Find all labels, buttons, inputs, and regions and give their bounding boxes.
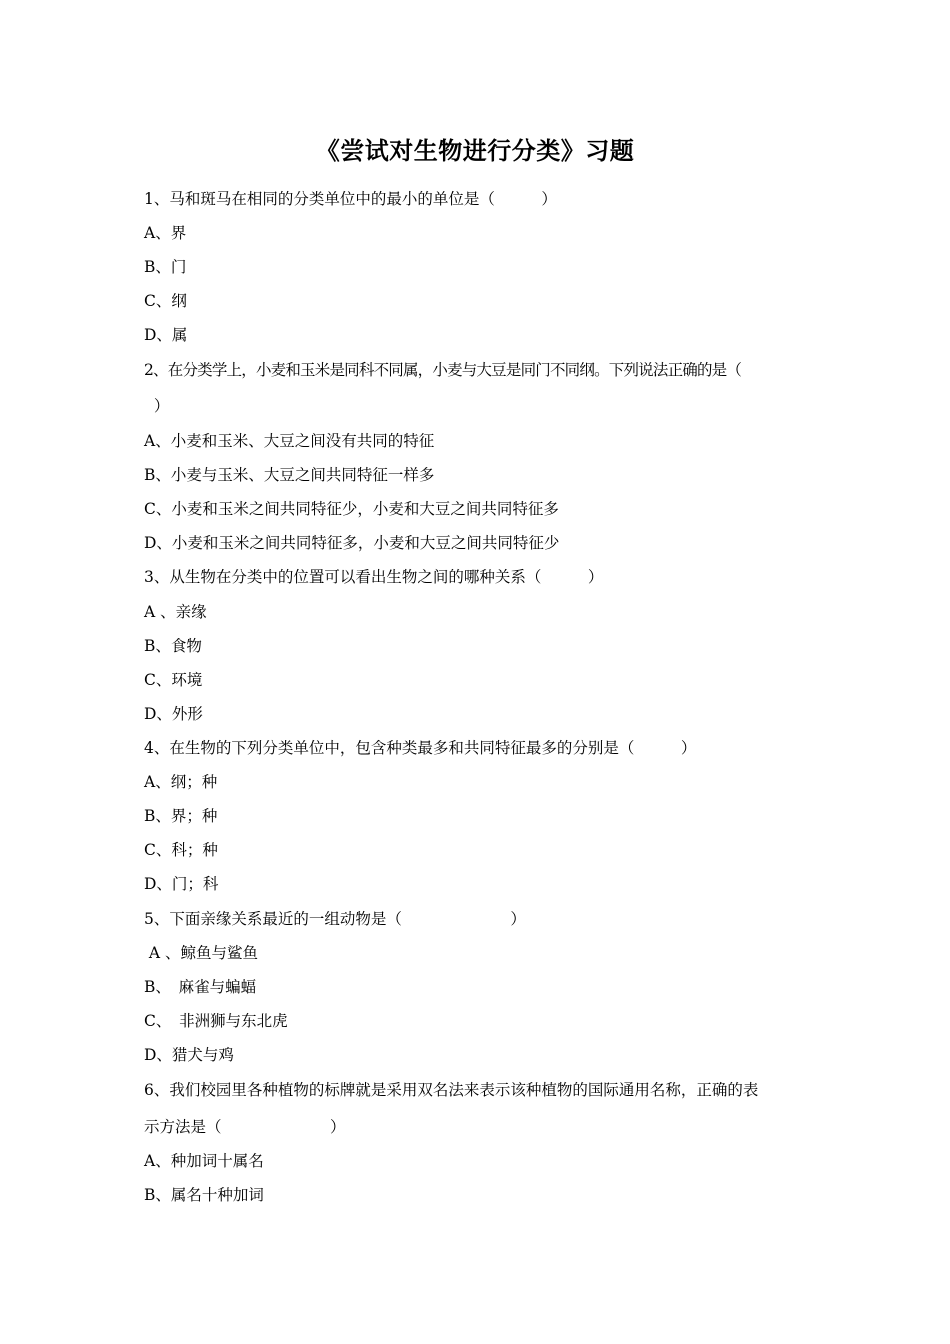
question-4-option-c: C、科；种 (144, 841, 218, 859)
question-3-option-b: B、食物 (144, 637, 202, 655)
question-2-stem-continued: ） (144, 397, 170, 415)
question-1-stem: 1、马和斑马在相同的分类单位中的最小的单位是（ ） (144, 190, 557, 208)
question-1-option-a: A、界 (144, 224, 187, 242)
question-6-option-b: B、属名十种加词 (144, 1186, 264, 1204)
question-3-option-d: D、外形 (144, 705, 203, 723)
question-3-option-a: A 、亲缘 (144, 603, 207, 621)
question-4-option-b: B、界；种 (144, 807, 218, 825)
question-5-option-b: B、 麻雀与蝙蝠 (144, 978, 257, 996)
question-2-option-c: C、小麦和玉米之间共同特征少，小麦和大豆之间共同特征多 (144, 500, 559, 518)
question-3-stem: 3、从生物在分类中的位置可以看出生物之间的哪种关系（ ） (144, 568, 604, 586)
question-1-option-b: B、门 (144, 258, 187, 276)
question-3-option-c: C、环境 (144, 671, 203, 689)
question-4-option-a: A、纲；种 (144, 773, 218, 791)
question-6-stem: 6、我们校园里各种植物的标牌就是采用双名法来表示该种植物的国际通用名称，正确的表 (144, 1081, 759, 1099)
question-5-option-d: D、猎犬与鸡 (144, 1046, 234, 1064)
question-1-option-c: C、纲 (144, 292, 187, 310)
question-4-stem: 4、在生物的下列分类单位中，包含种类最多和共同特征最多的分别是（ ） (144, 739, 697, 757)
question-6-stem-continued: 示方法是（ ） (144, 1118, 346, 1136)
question-2-option-a: A、小麦和玉米、大豆之间没有共同的特征 (144, 432, 435, 450)
page-title: 《尝试对生物进行分类》习题 (315, 137, 635, 165)
question-5-option-a: A 、鲸鱼与鲨鱼 (144, 944, 259, 962)
question-5-stem: 5、下面亲缘关系最近的一组动物是（ ） (144, 910, 526, 928)
question-5-option-c: C、 非洲狮与东北虎 (144, 1012, 288, 1030)
question-4-option-d: D、门；科 (144, 875, 219, 893)
question-2-option-b: B、小麦与玉米、大豆之间共同特征一样多 (144, 466, 435, 484)
question-6-option-a: A、种加词十属名 (144, 1152, 264, 1170)
question-1-option-d: D、属 (144, 326, 188, 344)
question-2-option-d: D、小麦和玉米之间共同特征多，小麦和大豆之间共同特征少 (144, 534, 560, 552)
question-2-stem: 2、在分类学上，小麦和玉米是同科不同属，小麦与大豆是同门不同纲。下列说法正确的是（ (144, 361, 742, 379)
